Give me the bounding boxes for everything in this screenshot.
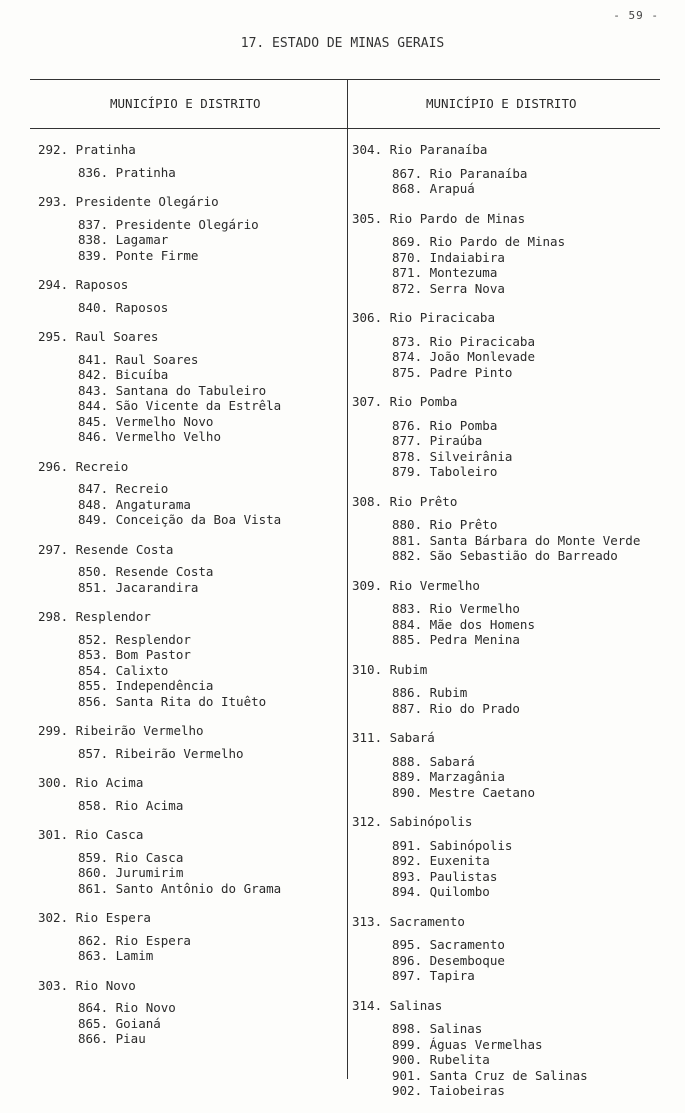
municipio-group: [352, 211, 662, 297]
column-divider: [347, 79, 348, 1079]
municipio-name: 306. Rio Piracicaba: [352, 310, 495, 325]
distrito-item: 855. Independência: [78, 678, 214, 693]
distrito-item: 839. Ponte Firme: [78, 247, 199, 263]
distrito-item: 890. Mestre Caetano: [392, 784, 535, 800]
municipio-group: [38, 329, 343, 445]
distrito-item: 875. Padre Pinto: [392, 364, 513, 380]
distrito-item: 884. Mãe dos Homens: [392, 616, 535, 632]
distrito-item: 850. Resende Costa: [78, 564, 214, 579]
distrito-item: 841. Raul Soares: [78, 351, 199, 367]
distrito-item: 888. Sabará: [392, 753, 475, 769]
municipio-group: [352, 142, 662, 197]
distrito-list: [38, 632, 343, 710]
distrito-list: [38, 933, 343, 964]
municipio-group: [352, 662, 662, 717]
distrito-item: 863. Lamim: [78, 948, 154, 963]
distrito-item: 883. Rio Vermelho: [392, 601, 520, 616]
municipio-group: [352, 310, 662, 380]
distrito-list: [352, 234, 662, 296]
municipio-name: 310. Rubim: [352, 661, 428, 677]
distrito-item: 873. Rio Piracicaba: [392, 333, 535, 349]
distrito-item: 867. Rio Paranaíba: [392, 165, 528, 181]
municipio-name: 292. Pratinha: [38, 142, 136, 157]
distrito-item: 874. João Monlevade: [392, 349, 535, 364]
distrito-item: 849. Conceição da Boa Vista: [78, 512, 282, 527]
municipio-name: 294. Raposos: [38, 277, 129, 292]
distrito-item: 877. Piraúba: [392, 433, 483, 448]
distrito-item: 902. Taiobeiras: [392, 1083, 505, 1098]
distrito-item: 845. Vermelho Novo: [78, 413, 214, 429]
distrito-item: 899. Águas Vermelhas: [392, 1036, 543, 1052]
municipio-group: [352, 914, 662, 984]
table-header-rule: [30, 128, 660, 129]
municipio-group: [38, 277, 343, 315]
municipio-group: [38, 775, 343, 813]
municipio-name: 305. Rio Pardo de Minas: [352, 210, 526, 226]
municipio-group: [352, 394, 662, 480]
distrito-item: 861. Santo Antônio do Grama: [78, 880, 282, 896]
municipio-group: [38, 910, 343, 964]
distrito-item: 843. Santana do Tabuleiro: [78, 382, 267, 398]
municipio-group: [352, 730, 662, 800]
distrito-item: 891. Sabinópolis: [392, 837, 513, 853]
municipio-group: [38, 459, 343, 528]
municipio-name: 314. Salinas: [352, 997, 443, 1013]
distrito-list: [38, 165, 343, 181]
municipio-group: [352, 814, 662, 900]
distrito-list: [352, 937, 662, 984]
municipio-name: 301. Rio Casca: [38, 827, 144, 842]
distrito-item: 846. Vermelho Velho: [78, 429, 221, 444]
distrito-item: 879. Taboleiro: [392, 464, 498, 479]
distrito-item: 896. Desemboque: [392, 952, 505, 968]
municipio-name: 312. Sabinópolis: [352, 814, 473, 829]
distrito-item: 840. Raposos: [78, 299, 169, 315]
distrito-list: [352, 601, 662, 648]
distrito-list: [38, 798, 343, 814]
distrito-item: 848. Angaturama: [78, 496, 191, 512]
distrito-item: 865. Goianá: [78, 1015, 161, 1031]
municipio-group: [352, 998, 662, 1099]
municipio-name: 308. Rio Prêto: [352, 493, 458, 509]
distrito-list: [38, 746, 343, 762]
distrito-list: [352, 334, 662, 381]
municipio-name: 297. Resende Costa: [38, 541, 174, 557]
municipio-group: [38, 723, 343, 761]
distrito-list: [352, 517, 662, 564]
distrito-item: 856. Santa Rita do Ituêto: [78, 693, 267, 709]
distrito-item: 836. Pratinha: [78, 164, 176, 180]
municipio-name: 293. Presidente Olegário: [38, 194, 219, 209]
page-title: 17. ESTADO DE MINAS GERAIS: [240, 36, 445, 51]
municipio-name: 303. Rio Novo: [38, 977, 136, 993]
distrito-item: 860. Jurumirim: [78, 865, 184, 880]
distrito-list: [38, 352, 343, 445]
distrito-item: 872. Serra Nova: [392, 280, 505, 296]
distrito-item: 885. Pedra Menina: [392, 632, 520, 647]
table-top-rule: [30, 79, 660, 80]
left-column: [38, 142, 343, 1061]
distrito-item: 857. Ribeirão Vermelho: [78, 745, 244, 761]
distrito-item: 895. Sacramento: [392, 937, 505, 952]
distrito-list: [352, 685, 662, 716]
distrito-item: 880. Rio Prêto: [392, 517, 498, 532]
municipio-group: [38, 978, 343, 1047]
municipio-group: [38, 827, 343, 896]
municipio-group: [352, 494, 662, 564]
distrito-list: [352, 754, 662, 801]
distrito-list: [38, 217, 343, 264]
municipio-name: 307. Rio Pomba: [352, 394, 458, 409]
distrito-item: 897. Tapira: [392, 968, 475, 983]
distrito-item: 894. Quilombo: [392, 884, 490, 899]
distrito-item: 886. Rubim: [392, 685, 468, 700]
municipio-group: [38, 194, 343, 263]
distrito-item: 871. Montezuma: [392, 265, 498, 280]
distrito-item: 868. Arapuá: [392, 181, 475, 196]
municipio-name: 309. Rio Vermelho: [352, 577, 480, 593]
distrito-list: [38, 564, 343, 595]
municipio-name: 313. Sacramento: [352, 913, 465, 929]
municipio-name: 311. Sabará: [352, 730, 435, 745]
municipio-group: [38, 142, 343, 180]
distrito-item: 882. São Sebastião do Barreado: [392, 548, 618, 563]
distrito-item: 851. Jacarandira: [78, 579, 199, 595]
municipio-group: [352, 578, 662, 648]
column-header-right: MUNICÍPIO E DISTRITO: [426, 96, 577, 111]
municipio-name: 296. Recreio: [38, 458, 129, 474]
distrito-item: 864. Rio Novo: [78, 1000, 176, 1015]
distrito-item: 838. Lagamar: [78, 232, 169, 247]
distrito-item: 878. Silveirânia: [392, 448, 513, 464]
distrito-item: 854. Calixto: [78, 662, 169, 678]
right-column: [352, 142, 662, 1113]
distrito-item: 837. Presidente Olegário: [78, 216, 259, 232]
distrito-item: 853. Bom Pastor: [78, 647, 191, 662]
distrito-list: [352, 418, 662, 480]
municipio-name: 300. Rio Acima: [38, 775, 144, 790]
distrito-list: [38, 850, 343, 897]
distrito-item: 898. Salinas: [392, 1021, 483, 1036]
distrito-item: 859. Rio Casca: [78, 849, 184, 865]
distrito-item: 889. Marzagânia: [392, 769, 505, 784]
distrito-list: [352, 166, 662, 197]
distrito-item: 893. Paulistas: [392, 868, 498, 884]
distrito-item: 866. Piau: [78, 1031, 146, 1046]
municipio-name: 295. Raul Soares: [38, 329, 159, 344]
distrito-item: 887. Rio do Prado: [392, 700, 520, 716]
distrito-item: 876. Rio Pomba: [392, 417, 498, 433]
column-header-left: MUNICÍPIO E DISTRITO: [110, 96, 261, 111]
distrito-list: [38, 1000, 343, 1047]
distrito-item: 881. Santa Bárbara do Monte Verde: [392, 532, 641, 548]
distrito-item: 900. Rubelita: [392, 1052, 490, 1067]
distrito-item: 858. Rio Acima: [78, 797, 184, 813]
distrito-list: [352, 838, 662, 900]
municipio-group: [38, 609, 343, 709]
distrito-item: 892. Euxenita: [392, 853, 490, 868]
distrito-item: 901. Santa Cruz de Salinas: [392, 1067, 588, 1083]
distrito-list: [352, 1021, 662, 1099]
distrito-list: [38, 481, 343, 528]
municipio-name: 298. Resplendor: [38, 609, 151, 624]
distrito-item: 842. Bicuíba: [78, 367, 169, 382]
page-number: - 59 -: [613, 9, 659, 22]
distrito-item: 870. Indaiabira: [392, 249, 505, 265]
distrito-item: 852. Resplendor: [78, 631, 191, 647]
municipio-group: [38, 542, 343, 596]
distrito-item: 844. São Vicente da Estrêla: [78, 398, 282, 413]
municipio-name: 302. Rio Espera: [38, 910, 151, 925]
municipio-name: 299. Ribeirão Vermelho: [38, 723, 204, 738]
distrito-list: [38, 300, 343, 316]
distrito-item: 869. Rio Pardo de Minas: [392, 234, 566, 249]
distrito-item: 847. Recreio: [78, 481, 169, 496]
distrito-item: 862. Rio Espera: [78, 932, 191, 948]
municipio-name: 304. Rio Paranaíba: [352, 142, 488, 157]
